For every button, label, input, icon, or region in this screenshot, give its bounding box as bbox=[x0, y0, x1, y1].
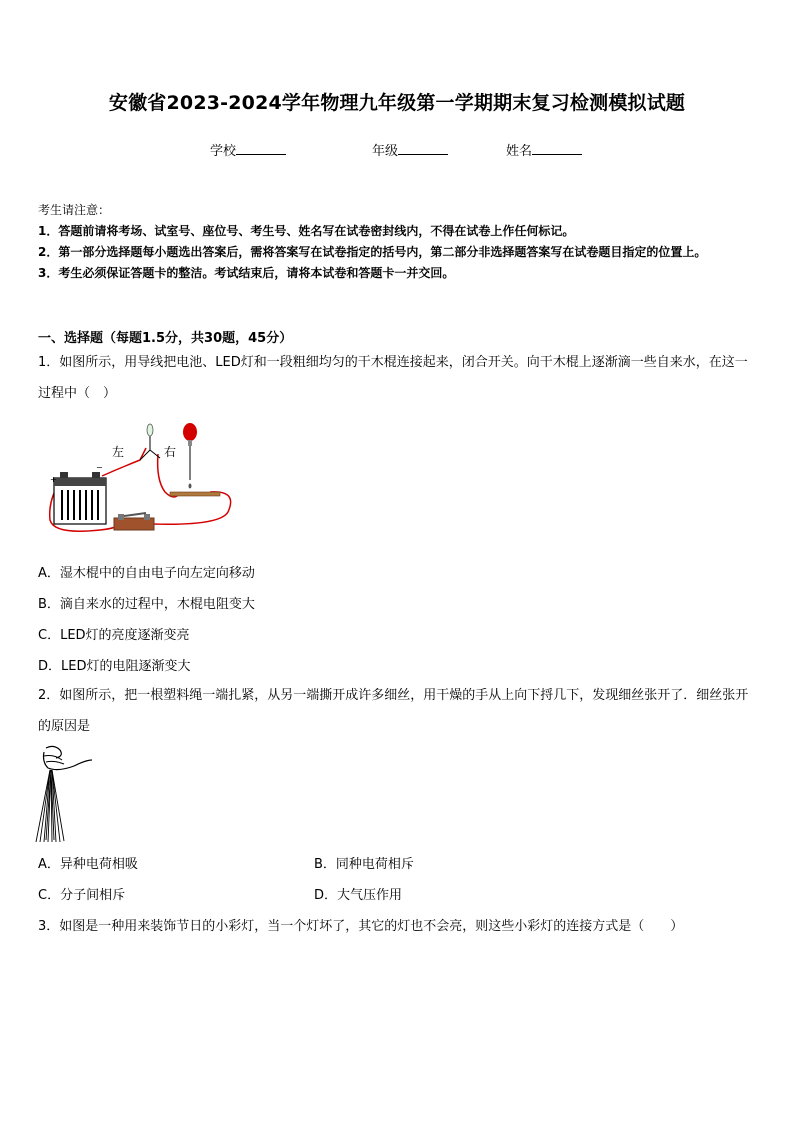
grade-blank[interactable] bbox=[398, 142, 448, 155]
q3-stem: 3．如图是一种用来装饰节日的小彩灯，当一个灯坏了，其它的灯也不会亮，则这些小彩灯的连接方式是（ ） bbox=[38, 919, 684, 934]
q2-option-a[interactable]: A．异种电荷相吸 bbox=[38, 857, 138, 872]
name-label: 姓名 bbox=[506, 144, 533, 159]
q2-hand-strands-figure bbox=[34, 742, 94, 844]
name-blank[interactable] bbox=[532, 142, 582, 155]
q2-option-b[interactable]: B．同种电荷相斥 bbox=[314, 857, 414, 872]
section-heading: 一、选择题（每题1.5分，共30题，45分） bbox=[38, 331, 293, 346]
q1-circuit-figure bbox=[40, 420, 240, 540]
q1-option-d[interactable]: D．LED灯的电阻逐渐变大 bbox=[38, 659, 191, 674]
notice-block bbox=[38, 200, 768, 284]
q1-option-b[interactable]: B．滴自来水的过程中，木棍电阻变大 bbox=[38, 597, 255, 612]
svg-text:−: − bbox=[96, 463, 103, 472]
notice-item-2: 2．第一部分选择题每小题选出答案后，需将答案写在试卷指定的括号内，第二部分非选择题答案写在试卷题目指定的位置上。 bbox=[38, 245, 707, 259]
notice-item-1: 1．答题前请将考场、试室号、座位号、考生号、姓名写在试卷密封线内，不得在试卷上作任何标记。 bbox=[38, 224, 575, 238]
q2-stem: 2．如图所示，把一根塑料绳一端扎紧，从另一端撕开成许多细丝，用干燥的手从上向下捋几下，发现细丝张开了．细丝张开的原因是 bbox=[38, 688, 749, 734]
svg-text:+: + bbox=[50, 475, 57, 484]
q1-stem: 1．如图所示，用导线把电池、LED灯和一段粗细均匀的干木棍连接起来，闭合开关。向干木棍上逐渐滴一些自来水，在这一过程中（ ） bbox=[38, 355, 748, 401]
page-title: 安徽省2023-2024学年物理九年级第一学期期末复习检测模拟试题 bbox=[108, 92, 686, 114]
school-label: 学校 bbox=[210, 144, 237, 159]
notice-item-3: 3．考生必须保证答题卡的整洁。考试结束后，请将本试卷和答题卡一并交回。 bbox=[38, 266, 455, 280]
grade-label: 年级 bbox=[372, 144, 399, 159]
q1-option-a[interactable]: A．湿木棍中的自由电子向左定向移动 bbox=[38, 566, 255, 581]
q2-option-c[interactable]: C．分子间相斥 bbox=[38, 888, 126, 903]
school-field bbox=[210, 140, 286, 159]
notice-heading: 考生请注意： bbox=[38, 203, 111, 217]
q2-option-d[interactable]: D．大气压作用 bbox=[314, 888, 403, 903]
school-blank[interactable] bbox=[236, 142, 286, 155]
q1-fig-label-left: 左 bbox=[112, 445, 125, 459]
name-field bbox=[506, 140, 582, 159]
grade-field bbox=[372, 140, 448, 159]
q1-option-c[interactable]: C．LED灯的亮度逐渐变亮 bbox=[38, 628, 190, 643]
q1-fig-label-right: 右 bbox=[164, 445, 177, 459]
